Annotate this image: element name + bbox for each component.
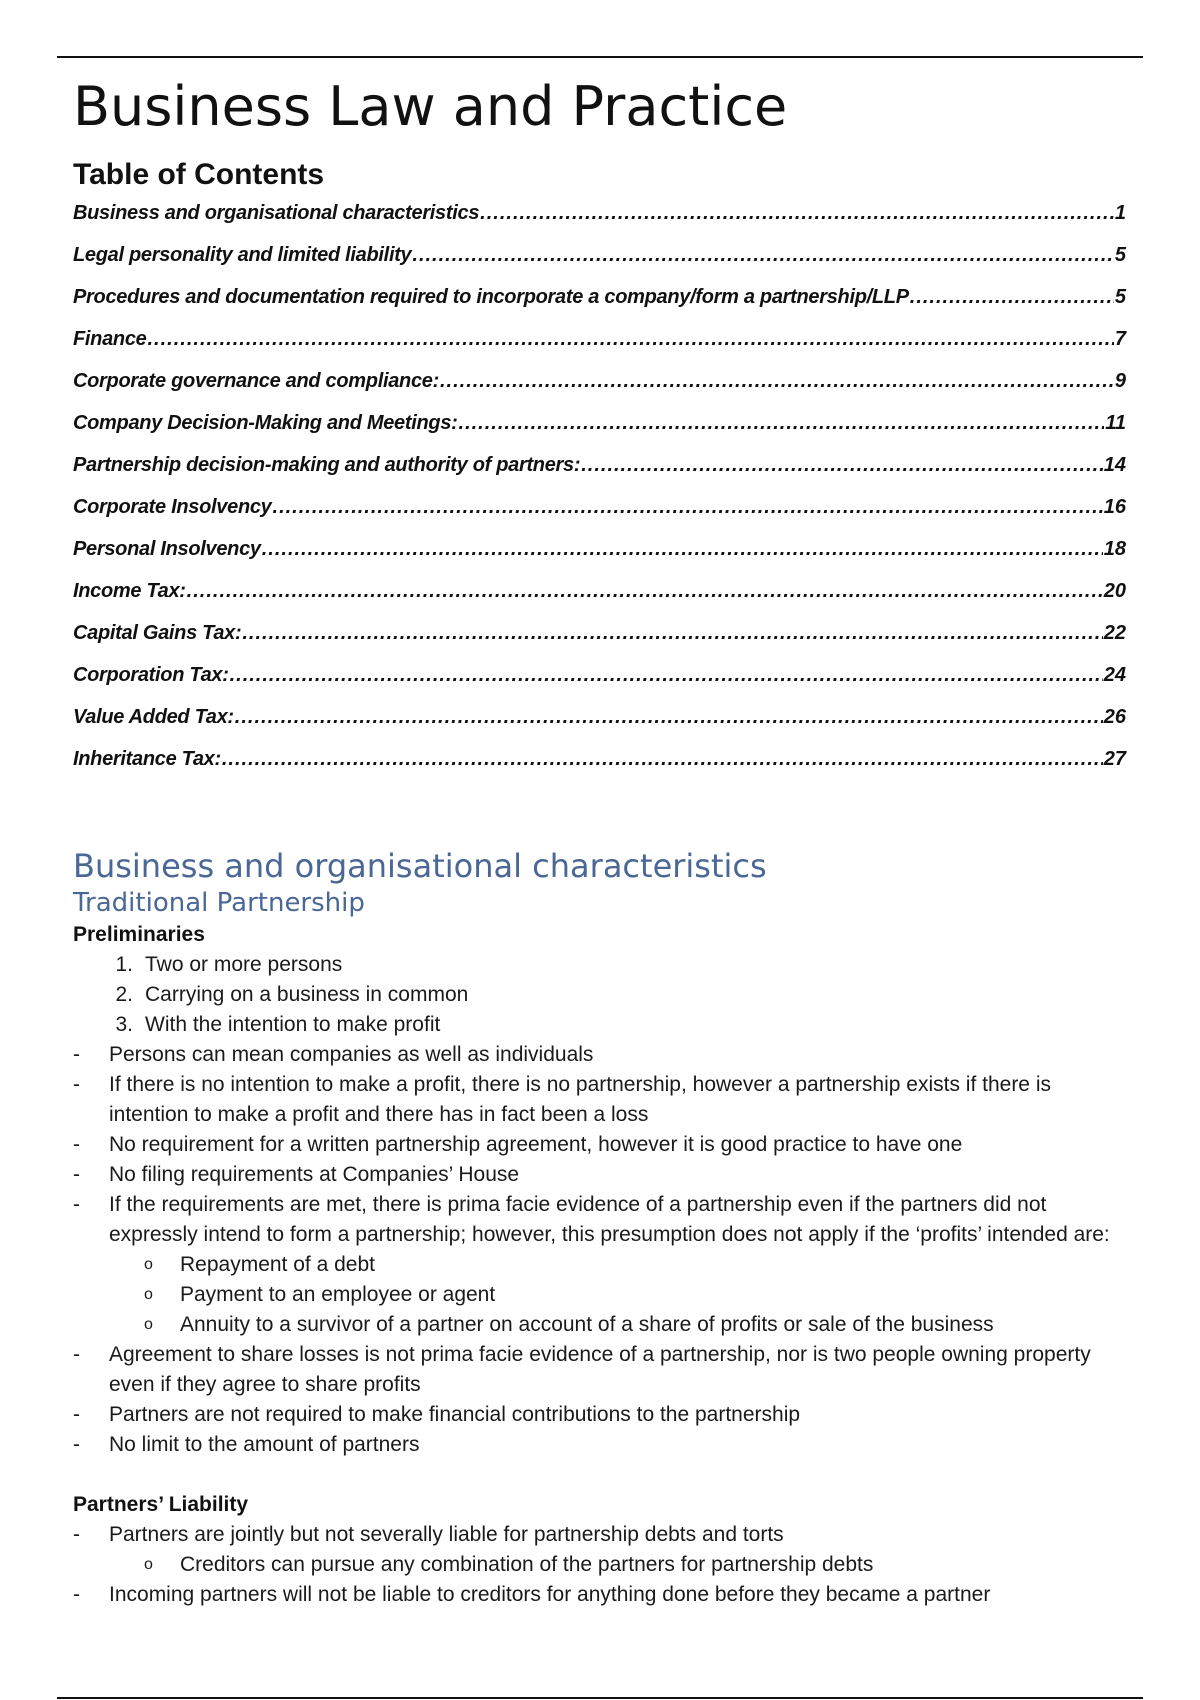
toc-entry[interactable]: Finance ..... 7 [73,328,1126,370]
liability-list [73,1520,1126,1610]
toc-entry[interactable]: Personal Insolvency ..... 18 [73,538,1126,580]
list-item: - Partners are jointly but not severally liable for partnership debts and torts [73,1523,784,1546]
toc-entry[interactable]: Partnership decision-making and authority of partners: ..... 14 [73,454,1126,496]
list-item: - No limit to the amount of partners [73,1433,420,1456]
section-heading: Business and organisational characteristics [73,847,767,885]
toc-entry[interactable]: Corporate governance and compliance: ..... 9 [73,370,1126,412]
preliminaries-heading: Preliminaries [73,923,205,946]
list-item: - Agreement to share losses is not prima facie evidence of a partnership, nor is two people owning property even if they agree to share profits [73,1343,1091,1396]
toc-entry[interactable]: Capital Gains Tax: ..... 22 [73,622,1126,664]
toc-entry[interactable]: Value Added Tax: ..... 26 [73,706,1126,748]
list-item: o Creditors can pursue any combination of the partners for partnership debts [144,1553,874,1576]
list-item: - No requirement for a written partnership agreement, however it is good practice to have one [73,1133,963,1156]
subsection-heading: Traditional Partnership [73,888,365,918]
document-title: Business Law and Practice [73,75,788,138]
liability-heading: Partners’ Liability [73,1493,249,1516]
table-of-contents [73,202,1126,790]
top-rule [57,56,1143,58]
document-page [73,72,1126,1610]
toc-entry[interactable]: Inheritance Tax: ..... 27 [73,748,1126,790]
toc-entry[interactable]: Business and organisational characteristics ..... 1 [73,202,1126,244]
list-item: 2. Carrying on a business in common [115,983,469,1006]
list-item: - Persons can mean companies as well as individuals [73,1043,594,1066]
list-item: 3. With the intention to make profit [115,1013,441,1036]
bottom-rule [57,1697,1143,1699]
toc-entry[interactable]: Corporate Insolvency ..... 16 [73,496,1126,538]
list-item: o Repayment of a debt [144,1253,375,1276]
list-item: - No filing requirements at Companies’ House [73,1163,520,1186]
toc-entry[interactable]: Legal personality and limited liability ..... 5 [73,244,1126,286]
toc-entry[interactable]: Corporation Tax: ..... 24 [73,664,1126,706]
list-item: 1. Two or more persons [115,953,343,976]
list-item: - If the requirements are met, there is prima facie evidence of a partnership even if the partners did not expressly intend to form a partnership; however, this presumption does not apply if the ‘profits’ intended are: [73,1193,1110,1246]
list-item: o Payment to an employee or agent [144,1283,496,1306]
list-item: - Partners are not required to make financial contributions to the partnership [73,1403,801,1426]
list-item: - If there is no intention to make a profit, there is no partnership, however a partnership exists if there is intention to make a profit and there has in fact been a loss [73,1073,1051,1126]
toc-entry[interactable]: Company Decision-Making and Meetings: ..... 11 [73,412,1126,454]
preliminaries-list [73,950,1126,1460]
toc-entry[interactable]: Income Tax: ..... 20 [73,580,1126,622]
toc-entry[interactable]: Procedures and documentation required to incorporate a company/form a partnership/LLP ..... 5 [73,286,1126,328]
list-item: o Annuity to a survivor of a partner on account of a share of profits or sale of the business [144,1313,994,1336]
list-item: - Incoming partners will not be liable to creditors for anything done before they became a partner [73,1583,991,1606]
toc-heading: Table of Contents [73,158,325,191]
